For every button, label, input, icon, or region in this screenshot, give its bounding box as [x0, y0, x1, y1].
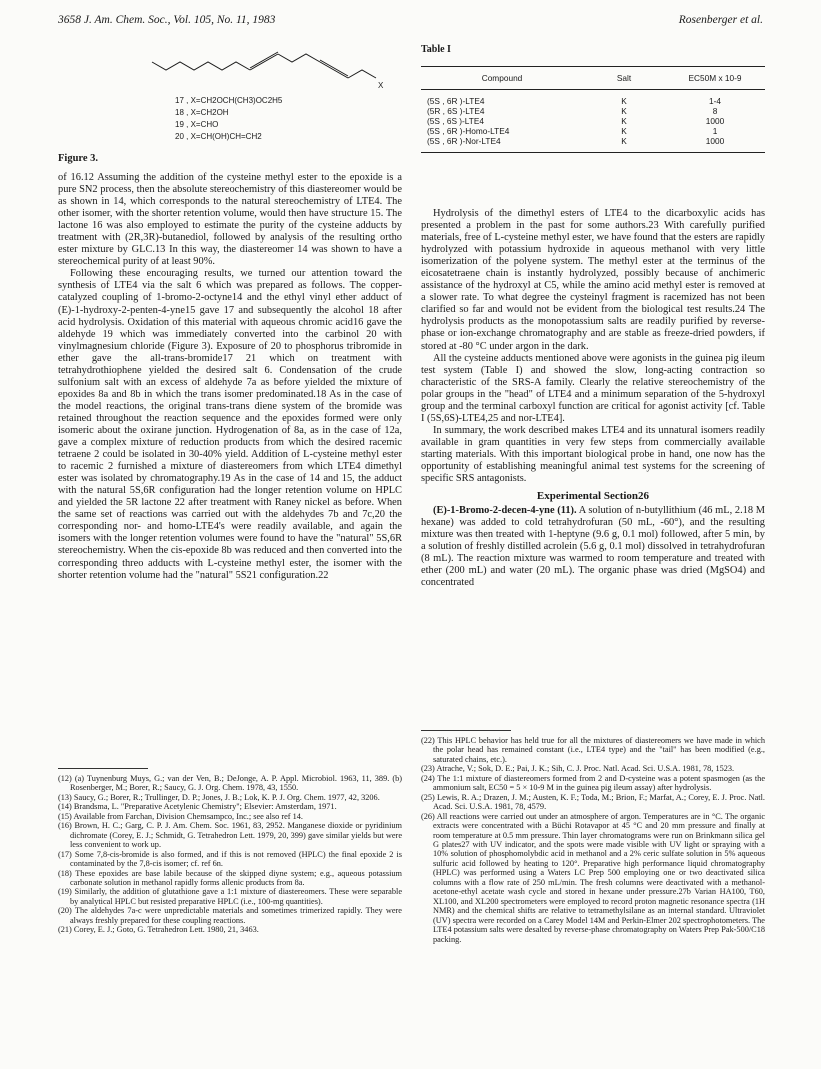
table-row [421, 136, 765, 152]
footnote: (26) All reactions were carried out under an atmosphere of argon. Temperatures are in °C. The organic extracts were concentrated with a Büchi Rotavapor at 45 °C and 20 mm pressure and finally at room temperature at 0.5 mm pressure. Thin layer chromatograms were run on Brinkmann silica gel G plates27 with UV indicator, and the spots were made visible with UV light or spraying with a 10% solution of phosphomolybdic acid in methanol and a 2% ceric sulfate solution in 5% aqueous sulfuric acid followed by heating to 120°. Preparative high performance liquid chromatography (HPLC) was performed using a Waters LC Prep 500 employing one or two deactivated silica columns with a flow rate of 250 mL/min. The fresh columns were deactivated with a methanol-acetone-ethyl acetate wash cycle and stored in hexane under pressure.27b Varian HA100, T60, XL100, and XL200 spectrometers were employed to record proton magnetic resonance spectra (1H NMR) and the chemical shifts are relative to tetramethylsilane as an internal standard. Ultraviolet (UV) spectra were recorded on a Carey Model 14M and Perkin-Elmer 202 spectrophotometers. The LTE4 potassium salts were desalted by reverse-phase chromatography on Waters Prep Pak-500/C18 packing. [421, 811, 765, 944]
table-header-row [421, 67, 765, 89]
table-cell: (5S , 6R )-Nor-LTE4 [427, 135, 501, 146]
footnote: (23) Atrache, V.; Sok, D. E.; Pai, J. K.; Sih, C. J. Proc. Natl. Acad. Sci. U.S.A. 1981, 78, 1523. [421, 764, 735, 774]
table-row [421, 106, 765, 116]
footnote: (17) Some 7,8-cis-bromide is also formed, and if this is not removed (HPLC) the final epoxide 2 is contaminated by the 7,8-cis isomer; cf. ref 6n. [58, 849, 402, 869]
table-1 [421, 66, 765, 153]
table-cell: 1000 [705, 135, 725, 146]
table-row [421, 126, 765, 136]
column-header: Compound [481, 72, 523, 83]
footnote: (24) The 1:1 mixture of diastereomers formed from 2 and D-cysteine was a potent spasmogen (as the ammonium salt, EC50 = 5 × 10-9 M in the guinea pig ileum assay) after hydrolysis. [421, 773, 765, 793]
footnote: (20) The aldehydes 7a-c were unpredictable materials and sometimes trimerized rapidly. They were always freshly prepared for these coupling reactions. [58, 906, 402, 925]
footnote: (16) Brown, H. C.; Garg, C. P. J. Am. Chem. Soc. 1961, 83, 2952. Manganese dioxide or pyridinium dichromate (Corey, E. J.; Schmidt, G. Tetrahedron Lett. 1979, 20, 399) gave similar yields but were less convenient to work up. [58, 821, 402, 850]
running-header-left: 3658 J. Am. Chem. Soc., Vol. 105, No. 11, 1983 [58, 14, 276, 26]
section-heading: Experimental Section26 [536, 490, 650, 503]
substituent-label: X [378, 81, 384, 90]
table-title: Table I [421, 44, 451, 55]
compound-17: 17 , X=CH2OCH(CH3)OC2H5 [175, 96, 283, 105]
table-row [421, 89, 765, 106]
table-cell: K [621, 135, 627, 146]
column-header: Salt [616, 72, 632, 83]
footnote: (19) Similarly, the addition of glutathione gave a 1:1 mixture of diastereomers. These were separable by analytical HPLC but resisted preparative HPLC (i.e., 100-mg quantities). [58, 887, 402, 906]
table-cell: 1000 [705, 115, 725, 126]
table-cell: (5R , 6S )-LTE4 [427, 105, 485, 116]
experimental-paragraph [421, 505, 765, 589]
running-header-right: Rosenberger et al. [678, 14, 763, 26]
footnote: (22) This HPLC behavior has held true for all the mixtures of diastereomers we have made in which the polar head has remained constant (i.e., LTE4 type) and the "tail" has been modified (e.g., saturated chains, etc.). [421, 736, 765, 764]
footnote: (25) Lewis, R. A.; Drazen, J. M.; Austen, K. F.; Toda, M.; Brion, F.; Marfat, A.; Corey, E. J. Proc. Natl. Acad. Sci. U.S.A. 1981, 78, 4579. [421, 792, 765, 812]
table-cell: 1-4 [709, 95, 721, 106]
body-paragraph: of 16.12 Assuming the addition of the cysteine methyl ester to the epoxide is a pure SN2 process, then the absolute stereochemistry of this diastereomer would be as shown in 14, which corresponds to the natural stereochemistry of LTE4. The other isomer, with the shorter retention volume, would then have structure 15. The lactone 16 was also employed to estimate the purity of the cysteine adducts by treatment with (2R,3R)-butanediol, followed by analysis of the resulting ortho ester mixture by GLC.13 In this way, the diastereomer 14 was shown to have a stereochemical purity of at least 90%. [58, 172, 402, 268]
table-cell: K [621, 115, 627, 126]
table-cell: K [621, 95, 627, 106]
table-cell: (5S , 6R )-Homo-LTE4 [427, 125, 510, 136]
body-paragraph: In summary, the work described makes LTE4 and its unnatural isomers readily available in gram quantities in very few steps from commercially available starting materials. With this important biological probe in hand, one now has the opportunity of establishing meaningful animal test systems for the screening of specific SRS antagonists. [421, 424, 765, 485]
right-footnotes [421, 736, 765, 944]
experimental-compound-title: (E)-1-Bromo-2-decen-4-yne (11). [433, 505, 577, 517]
footnote: (21) Corey, E. J.; Goto, G. Tetrahedron Lett. 1980, 21, 3463. [58, 925, 259, 935]
table-cell: 1 [712, 125, 718, 136]
compound-19: 19 , X=CHO [175, 120, 219, 129]
table-cell: (5S , 6S )-LTE4 [427, 115, 485, 126]
footnote: (18) These epoxides are base labile because of the skipped diyne system; e.g., aqueous potassium carbonate solution in methanol rapidly forms allenic products from 8a. [58, 868, 402, 887]
footnote-divider [58, 768, 148, 769]
footnote-divider [421, 730, 511, 731]
table-cell: 8 [712, 105, 718, 116]
table-cell: (5S , 6R )-LTE4 [427, 95, 485, 106]
left-body-text [58, 172, 402, 582]
figure-caption: Figure 3. [58, 153, 99, 164]
right-body-text [421, 208, 765, 589]
table-cell: K [621, 125, 627, 136]
left-footnotes [58, 774, 402, 935]
footnote: (12) (a) Tuynenburg Muys, G.; van der Ven, B.; DeJonge, A. P. Appl. Microbiol. 1963, 11, 389. (b) Rosenberger, M.; Borer, R.; Saucy, G. J. Org. Chem. 1978, 43, 1550. [58, 774, 402, 793]
footnote: (14) Brandsma, L. "Preparative Acetylenic Chemistry"; Elsevier: Amsterdam, 1971. [58, 802, 337, 812]
polyene-structure-drawing [150, 44, 390, 92]
table-row [421, 116, 765, 126]
compound-list [175, 95, 282, 143]
table-cell: K [621, 105, 627, 116]
footnote: (13) Saucy, G.; Borer, R.; Trullinger, D. P.; Jones, J. B.; Lok, K. P. J. Org. Chem. 1977, 42, 3206. [58, 792, 380, 802]
compound-20: 20 , X=CH(OH)CH=CH2 [175, 132, 262, 141]
footnote: (15) Available from Farchan, Division Chemsampco, Inc.; see also ref 14. [58, 811, 303, 821]
experimental-text: A solution of n-butyllithium (46 mL, 2.18 M hexane) was added to cold tetrahydrofuran (50 mL, -60°), and the resulting mixture was then treated with 1-heptyne (9.6 g, 0.1 mol) followed, after 5 min, by a solution of freshly distilled acrolein (5.6 g, 0.1 mol) dissolved in tetrahydrofuran (8 mL). The reaction mixture was warmed to room temperature and treated with ether (200 mL) and water (20 mL). The organic phase was dried (MgSO4) and concentrated [421, 505, 765, 589]
column-header: EC50M x 10-9 [688, 72, 742, 83]
compound-18: 18 , X=CH2OH [175, 108, 229, 117]
body-paragraph: Hydrolysis of the dimethyl esters of LTE4 to the dicarboxylic acids has presented a problem in the past for some authors.23 With carefully purified materials, free of L-cysteine methyl ester, we have found that the esters are rapidly hydrolyzed with potassium hydroxide in aqueous methanol with very little isomerization of the polyene system. The methyl ester at the terminus of the eicosatetraene chain is instantly hydrolyzed, possibly because of anchimeric assistance of the hydroxyl at C5, while the amino acid methyl ester is removed at a slower rate. To what degree the cysteinyl fragment is racemized has not been clarified so far and would not be evident from the biological test results.24 The hydrolysis products as the monopotassium salts are readily purified by reverse-phase or ion-exchange chromatography and are stable as freeze-dried powders, if stored at -80 °C under argon in the dark. [421, 208, 765, 352]
body-paragraph: Following these encouraging results, we turned our attention toward the synthesis of LTE4 via the salt 6 which was prepared as follows. The copper-catalyzed coupling of 1-bromo-2-octyne14 and the ethyl vinyl ether adduct of (E)-1-hydroxy-2-penten-4-yne15 gave 17 and subsequently the alcohol 18 after acid hydrolysis. Oxidation of this material with aqueous chromic acid16 gave the aldehyde 19 which was immediately converted into the carbinol 20 with vinylmagnesium chloride (Figure 3). Exposure of 20 to phosphorus tribromide in ether gave the all-trans-bromide17 21 which on treatment with tetrahydrothiophene yielded the desired salt 6. Condensation of the crude sulfonium salt with an excess of aldehyde 7a as before yielded the mixture of epoxides 8a and 8b in which the trans isomer predominated.18 As in the case of the model reactions, the original trans-trans diene system of the bromide was retained throughout the reaction sequence and the epoxides formed were only isomeric about the oxirane junction. Hydrogenation of 8a, as in the case of 12a, gave a complex mixture of reduction products from which the desired racemic tetraene 2 could be isolated in 30-40% yield. Addition of L-cysteine methyl ester to racemic 2 furnished a mixture of diastereomers from which LTE4 dimethyl ester was isolated by chromatography.19 As in the case of 14 and 15, the adduct with the natural 5S,6R configuration had the longer retention volume on HPLC and yielded the 5R lactone 22 after treatment with Raney nickel as before. When the same set of reactions was carried out with the aldehydes 7b and 7c,20 the corresponding nor- and homo-LTE4's were readily available, and again the isomers with the longer retention volumes were found to have the "natural" 5S,6R stereochemistry. When the cis-epoxide 8b was reduced and then converted into the corresponding threo adducts with L-cysteine methyl ester, the isomer with the shorter retention volume had the "natural" 5S21 configuration.22 [58, 268, 402, 581]
body-paragraph: All the cysteine adducts mentioned above were agonists in the guinea pig ileum test system (Table I) and showed the slow, long-acting contraction so characteristic of the SRS-A family. Clearly the relative stereochemistry of the polar groups in the "head" of LTE4 and a minimum separation of the 5-hydroxyl group and the terminal carboxyl function are critical for agonist activity [cf. Table I (5S,6S)-LTE4,25 and nor-LTE4]. [421, 352, 765, 424]
